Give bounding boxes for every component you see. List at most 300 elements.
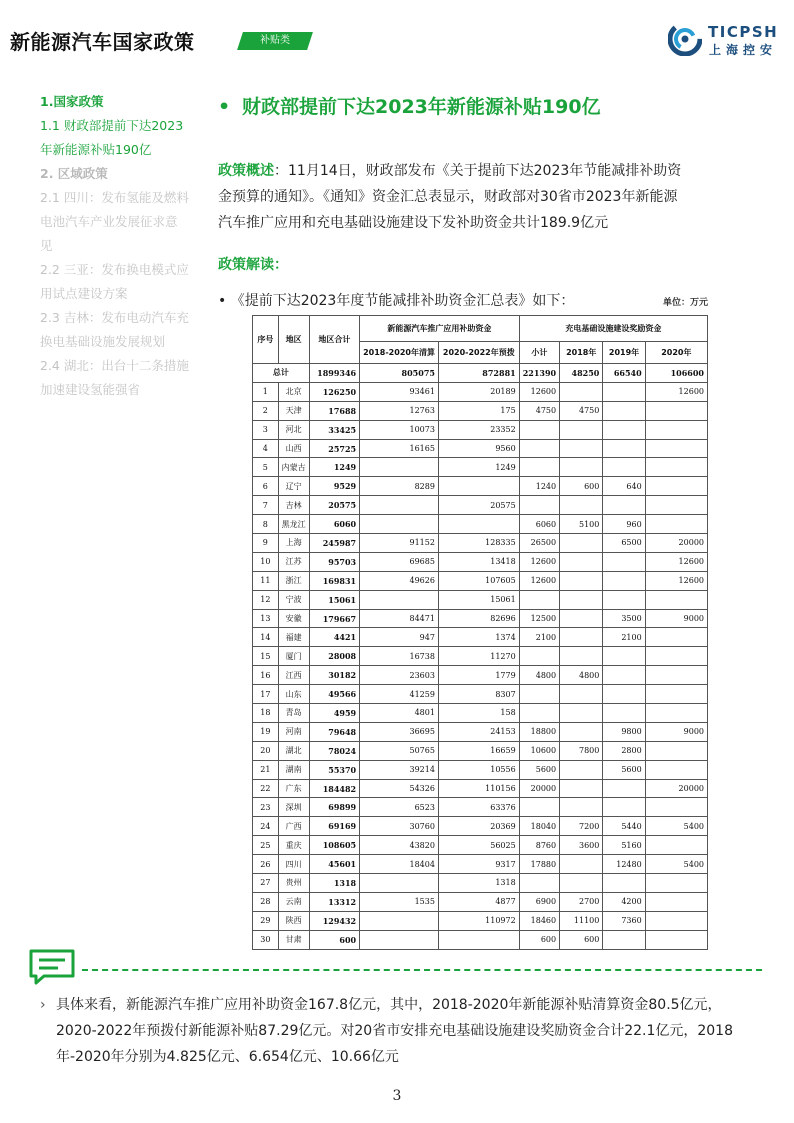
- table-cell: 82696: [438, 609, 519, 628]
- table-cell: 20575: [309, 496, 359, 515]
- table-cell: 6500: [603, 534, 645, 553]
- table-cell: [438, 515, 519, 534]
- table-cell: [645, 439, 707, 458]
- table-cell: 9000: [645, 609, 707, 628]
- table-cell: 28: [253, 892, 279, 911]
- table-cell: [519, 420, 559, 439]
- table-cell: 10: [253, 552, 279, 571]
- table-cell: 山东: [278, 685, 309, 704]
- table-cell: [560, 704, 603, 723]
- table-cell: 54326: [360, 779, 439, 798]
- table-cell: 20: [253, 741, 279, 760]
- table-cell: 9560: [438, 439, 519, 458]
- table-cell: 43820: [360, 836, 439, 855]
- table-row: [253, 741, 708, 760]
- table-cell: [360, 496, 439, 515]
- interpret-label: 政策解读：: [218, 257, 288, 273]
- table-row: [253, 817, 708, 836]
- table-cell: 11270: [438, 647, 519, 666]
- table-cell: 4750: [519, 401, 559, 420]
- table-cell: 甘肃: [278, 930, 309, 949]
- table-cell: 22: [253, 779, 279, 798]
- table-cell: [645, 911, 707, 930]
- table-cell: 浙江: [278, 571, 309, 590]
- table-cell: [519, 874, 559, 893]
- table-cell: 4800: [560, 666, 603, 685]
- table-cell: 18404: [360, 855, 439, 874]
- table-cell: 辽宁: [278, 477, 309, 496]
- table-row: [253, 552, 708, 571]
- toc-item[interactable]: 换电基础设施发展规划: [40, 334, 166, 349]
- table-cell: 8: [253, 515, 279, 534]
- col-header: 小计: [519, 342, 559, 364]
- table-cell: 10073: [360, 420, 439, 439]
- section-title-text: 财政部提前下达2023年新能源补贴190亿: [242, 96, 601, 118]
- table-cell: 12600: [645, 571, 707, 590]
- table-cell: [603, 798, 645, 817]
- table-row: [253, 590, 708, 609]
- table-cell: 12600: [645, 382, 707, 401]
- table-cell: 6900: [519, 892, 559, 911]
- table-cell: 18800: [519, 722, 559, 741]
- table-cell: [645, 741, 707, 760]
- table-cell: [645, 477, 707, 496]
- table-cell: 5400: [645, 855, 707, 874]
- toc-item[interactable]: 1.国家政策: [40, 94, 104, 109]
- table-row: [253, 458, 708, 477]
- table-cell: [519, 439, 559, 458]
- table-cell: 1535: [360, 892, 439, 911]
- table-cell: 110972: [438, 911, 519, 930]
- table-cell: 21: [253, 760, 279, 779]
- col-header: 2020-2022年预拨: [438, 342, 519, 364]
- toc-item[interactable]: 1.1 财政部提前下达2023: [40, 118, 184, 133]
- category-tag-label: 补贴类: [260, 35, 290, 46]
- table-cell: 49626: [360, 571, 439, 590]
- table-cell: 95703: [309, 552, 359, 571]
- col-header: 2019年: [603, 342, 645, 364]
- table-row: [253, 420, 708, 439]
- table-cell: 50765: [360, 741, 439, 760]
- table-cell: [645, 458, 707, 477]
- table-cell: [645, 798, 707, 817]
- table-cell: 15061: [309, 590, 359, 609]
- table-cell: 49566: [309, 685, 359, 704]
- table-cell: [360, 911, 439, 930]
- table-cell: 20000: [645, 534, 707, 553]
- policy-overview: [218, 158, 758, 236]
- table-cell: 16: [253, 666, 279, 685]
- table-cell: 1249: [309, 458, 359, 477]
- table-cell: 36695: [360, 722, 439, 741]
- table-cell: [438, 477, 519, 496]
- table-cell: 5: [253, 458, 279, 477]
- table-cell: [603, 666, 645, 685]
- table-cell: 12600: [645, 552, 707, 571]
- table-cell: [560, 628, 603, 647]
- table-cell: 安徽: [278, 609, 309, 628]
- company-logo: [668, 22, 786, 58]
- table-cell: [560, 382, 603, 401]
- table-cell: 深圳: [278, 798, 309, 817]
- table-cell: 17688: [309, 401, 359, 420]
- logo-text-cn: 上海控安: [709, 43, 778, 57]
- table-cell: 23603: [360, 666, 439, 685]
- table-row: [253, 382, 708, 401]
- table-cell: 640: [603, 477, 645, 496]
- table-row: [253, 798, 708, 817]
- overview-label: 政策概述: [218, 163, 274, 179]
- table-cell: 总计: [253, 364, 310, 383]
- table-cell: [603, 458, 645, 477]
- table-row: [253, 628, 708, 647]
- table-cell: 3: [253, 420, 279, 439]
- table-cell: 41259: [360, 685, 439, 704]
- table-cell: 66540: [603, 364, 645, 383]
- table-cell: [560, 609, 603, 628]
- table-cell: 1374: [438, 628, 519, 647]
- table-row: [253, 534, 708, 553]
- table-cell: 93461: [360, 382, 439, 401]
- table-cell: [360, 874, 439, 893]
- table-cell: 5400: [645, 817, 707, 836]
- table-cell: [645, 628, 707, 647]
- table-cell: 四川: [278, 855, 309, 874]
- table-cell: 广东: [278, 779, 309, 798]
- table-unit: 单位：万元: [663, 298, 709, 308]
- table-cell: 12600: [519, 382, 559, 401]
- overview-text: 金预算的通知》。《通知》资金汇总表显示，财政部对30省市2023年新能源: [218, 189, 678, 205]
- col-group-charging: 充电基础设施建设奖励资金: [519, 316, 707, 342]
- table-cell: 600: [560, 477, 603, 496]
- table-cell: 天津: [278, 401, 309, 420]
- table-cell: 7200: [560, 817, 603, 836]
- table-cell: 23: [253, 798, 279, 817]
- table-cell: 7360: [603, 911, 645, 930]
- table-cell: 4800: [519, 666, 559, 685]
- table-cell: 33425: [309, 420, 359, 439]
- table-cell: [560, 439, 603, 458]
- table-cell: [560, 571, 603, 590]
- table-cell: 20369: [438, 817, 519, 836]
- table-cell: [603, 382, 645, 401]
- table-cell: 6060: [309, 515, 359, 534]
- table-cell: 9317: [438, 855, 519, 874]
- table-cell: 45601: [309, 855, 359, 874]
- table-cell: 56025: [438, 836, 519, 855]
- table-cell: 5160: [603, 836, 645, 855]
- table-cell: [645, 515, 707, 534]
- table-cell: [560, 779, 603, 798]
- table-row: [253, 571, 708, 590]
- table-cell: 1249: [438, 458, 519, 477]
- table-cell: 9: [253, 534, 279, 553]
- table-cell: [603, 874, 645, 893]
- table-row: [253, 704, 708, 723]
- table-cell: 12500: [519, 609, 559, 628]
- table-row: [253, 515, 708, 534]
- table-cell: [645, 496, 707, 515]
- table-row: [253, 496, 708, 515]
- col-header: 2020年: [645, 342, 707, 364]
- table-cell: 山西: [278, 439, 309, 458]
- table-cell: [645, 420, 707, 439]
- table-cell: [603, 571, 645, 590]
- table-cell: 吉林: [278, 496, 309, 515]
- table-cell: 24153: [438, 722, 519, 741]
- table-cell: [519, 496, 559, 515]
- table-row: [253, 647, 708, 666]
- table-cell: 20000: [645, 779, 707, 798]
- table-cell: 23352: [438, 420, 519, 439]
- table-cell: 9800: [603, 722, 645, 741]
- table-row: [253, 892, 708, 911]
- table-cell: 1318: [438, 874, 519, 893]
- table-cell: 20189: [438, 382, 519, 401]
- table-cell: 107605: [438, 571, 519, 590]
- table-cell: [603, 685, 645, 704]
- table-cell: 3500: [603, 609, 645, 628]
- dashed-divider: [82, 969, 762, 971]
- table-of-contents: [40, 90, 200, 402]
- table-cell: 20000: [519, 779, 559, 798]
- table-cell: [519, 590, 559, 609]
- table-cell: 12600: [519, 552, 559, 571]
- table-cell: 5600: [603, 760, 645, 779]
- table-cell: [519, 798, 559, 817]
- table-cell: [560, 760, 603, 779]
- table-cell: [560, 458, 603, 477]
- table-cell: [519, 647, 559, 666]
- table-cell: 云南: [278, 892, 309, 911]
- table-cell: 221390: [519, 364, 559, 383]
- table-cell: 2700: [560, 892, 603, 911]
- toc-item[interactable]: 加速建设氢能强省: [40, 382, 141, 397]
- table-cell: 158: [438, 704, 519, 723]
- table-cell: [360, 458, 439, 477]
- table-cell: [603, 401, 645, 420]
- table-cell: [360, 515, 439, 534]
- table-cell: 91152: [360, 534, 439, 553]
- table-cell: 9000: [645, 722, 707, 741]
- table-row: [253, 609, 708, 628]
- table-cell: 24: [253, 817, 279, 836]
- table-cell: 2800: [603, 741, 645, 760]
- toc-item[interactable]: 电池汽车产业发展征求意: [40, 214, 178, 229]
- table-cell: [645, 836, 707, 855]
- table-cell: [645, 401, 707, 420]
- table-cell: 厦门: [278, 647, 309, 666]
- toc-item[interactable]: 2.1 四川：发布氢能及燃料: [40, 190, 189, 205]
- table-cell: 12480: [603, 855, 645, 874]
- table-cell: 872881: [438, 364, 519, 383]
- toc-item[interactable]: 见: [40, 238, 53, 253]
- table-cell: 贵州: [278, 874, 309, 893]
- table-cell: 13: [253, 609, 279, 628]
- table-cell: 江苏: [278, 552, 309, 571]
- table-cell: 2100: [603, 628, 645, 647]
- table-cell: 20575: [438, 496, 519, 515]
- table-cell: [645, 590, 707, 609]
- table-cell: 6523: [360, 798, 439, 817]
- table-row: [253, 836, 708, 855]
- table-cell: 2: [253, 401, 279, 420]
- table-cell: [645, 760, 707, 779]
- table-cell: 5440: [603, 817, 645, 836]
- table-cell: 25: [253, 836, 279, 855]
- table-cell: 16165: [360, 439, 439, 458]
- table-cell: [560, 496, 603, 515]
- table-cell: 7: [253, 496, 279, 515]
- table-cell: [603, 420, 645, 439]
- table-cell: [603, 930, 645, 949]
- table-cell: 84471: [360, 609, 439, 628]
- table-cell: 18: [253, 704, 279, 723]
- toc-item[interactable]: 2.3 吉林：发布电动汽车充: [40, 310, 189, 325]
- table-cell: [560, 420, 603, 439]
- overview-text: 汽车推广应用和充电基础设施建设下发补助资金共计189.9亿元: [218, 215, 609, 231]
- table-row: [253, 760, 708, 779]
- table-cell: 1899346: [309, 364, 359, 383]
- table-cell: 13312: [309, 892, 359, 911]
- table-cell: [560, 534, 603, 553]
- table-cell: 7800: [560, 741, 603, 760]
- table-cell: 30760: [360, 817, 439, 836]
- table-row-total: [253, 364, 708, 383]
- table-cell: 78024: [309, 741, 359, 760]
- table-cell: 69685: [360, 552, 439, 571]
- table-row: [253, 401, 708, 420]
- col-header-total: 地区合计: [309, 316, 359, 364]
- table-cell: 126250: [309, 382, 359, 401]
- subsidy-table: [252, 315, 708, 950]
- table-cell: [519, 685, 559, 704]
- table-cell: [519, 458, 559, 477]
- page-title: 新能源汽车国家政策: [10, 30, 195, 54]
- table-cell: 600: [519, 930, 559, 949]
- table-cell: 128335: [438, 534, 519, 553]
- table-cell: 179667: [309, 609, 359, 628]
- table-cell: 内蒙古: [278, 458, 309, 477]
- table-cell: 63376: [438, 798, 519, 817]
- table-cell: 245987: [309, 534, 359, 553]
- table-cell: [603, 779, 645, 798]
- table-cell: 4801: [360, 704, 439, 723]
- table-cell: 30182: [309, 666, 359, 685]
- table-cell: 28008: [309, 647, 359, 666]
- table-cell: 14: [253, 628, 279, 647]
- table-cell: [603, 552, 645, 571]
- table-cell: [603, 590, 645, 609]
- table-cell: [360, 930, 439, 949]
- table-cell: 6060: [519, 515, 559, 534]
- toc-item[interactable]: 用试点建设方案: [40, 286, 128, 301]
- table-row: [253, 779, 708, 798]
- table-row: [253, 930, 708, 949]
- table-cell: 26500: [519, 534, 559, 553]
- table-cell: 30: [253, 930, 279, 949]
- table-cell: [645, 930, 707, 949]
- toc-item[interactable]: 年新能源补贴190亿: [40, 142, 152, 157]
- table-cell: 16738: [360, 647, 439, 666]
- ticpsh-logo-icon: [668, 22, 702, 56]
- table-row: [253, 722, 708, 741]
- table-cell: 18460: [519, 911, 559, 930]
- table-cell: 4959: [309, 704, 359, 723]
- table-cell: [560, 647, 603, 666]
- table-cell: 48250: [560, 364, 603, 383]
- table-cell: 11100: [560, 911, 603, 930]
- category-tag: [237, 32, 313, 50]
- table-cell: 10600: [519, 741, 559, 760]
- table-cell: 17880: [519, 855, 559, 874]
- table-cell: 5600: [519, 760, 559, 779]
- table-cell: 79648: [309, 722, 359, 741]
- table-cell: 重庆: [278, 836, 309, 855]
- table-cell: 27: [253, 874, 279, 893]
- table-cell: 947: [360, 628, 439, 647]
- table-cell: 106600: [645, 364, 707, 383]
- policy-interpretation: [218, 252, 758, 278]
- table-cell: 广西: [278, 817, 309, 836]
- table-cell: 55370: [309, 760, 359, 779]
- table-cell: 11: [253, 571, 279, 590]
- table-cell: 4421: [309, 628, 359, 647]
- table-cell: 4200: [603, 892, 645, 911]
- table-cell: 8307: [438, 685, 519, 704]
- section-title: [218, 92, 601, 119]
- table-cell: 18040: [519, 817, 559, 836]
- table-cell: 12: [253, 590, 279, 609]
- table-cell: 600: [560, 930, 603, 949]
- table-row: [253, 855, 708, 874]
- table-cell: 湖北: [278, 741, 309, 760]
- table-row: [253, 477, 708, 496]
- table-cell: 8289: [360, 477, 439, 496]
- table-cell: 10556: [438, 760, 519, 779]
- table-cell: [560, 722, 603, 741]
- table-cell: 12763: [360, 401, 439, 420]
- table-intro: • 《提前下达2023年度节能减排补助资金汇总表》如下：: [218, 293, 575, 309]
- table-cell: 169831: [309, 571, 359, 590]
- table-cell: 陕西: [278, 911, 309, 930]
- table-cell: 17: [253, 685, 279, 704]
- table-cell: 25725: [309, 439, 359, 458]
- table-cell: [645, 647, 707, 666]
- table-row: [253, 911, 708, 930]
- table-cell: [560, 855, 603, 874]
- table-cell: 4: [253, 439, 279, 458]
- table-cell: 15061: [438, 590, 519, 609]
- toc-item[interactable]: 2.2 三亚：发布换电模式应: [40, 262, 189, 277]
- toc-item[interactable]: 2.4 湖北：出台十二条措施: [40, 358, 189, 373]
- table-cell: 1: [253, 382, 279, 401]
- table-cell: [603, 704, 645, 723]
- table-cell: 26: [253, 855, 279, 874]
- table-cell: [560, 590, 603, 609]
- table-cell: 69169: [309, 817, 359, 836]
- table-cell: [603, 647, 645, 666]
- table-cell: 129432: [309, 911, 359, 930]
- logo-text-en: TICPSH: [708, 23, 779, 41]
- table-cell: [645, 685, 707, 704]
- table-cell: 河南: [278, 722, 309, 741]
- toc-item[interactable]: 2. 区域政策: [40, 166, 108, 181]
- table-cell: 69899: [309, 798, 359, 817]
- summary-paragraph: [40, 992, 760, 1070]
- table-cell: 108605: [309, 836, 359, 855]
- table-cell: 4750: [560, 401, 603, 420]
